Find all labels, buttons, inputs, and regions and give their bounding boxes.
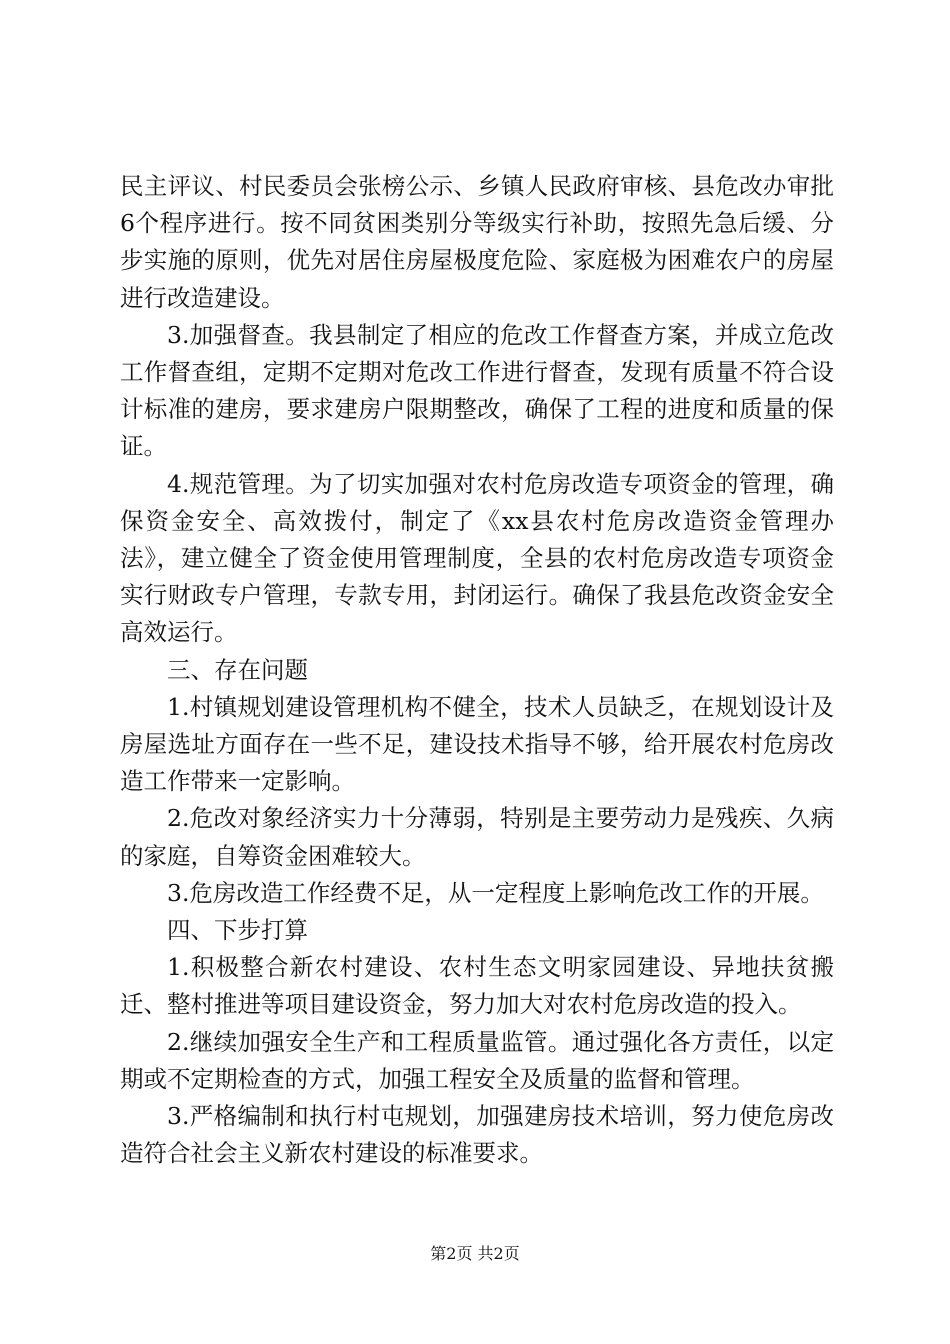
paragraph-continuation: 民主评议、村民委员会张榜公示、乡镇人民政府审核、县危改办审批6个程序进行。按不同贫困类别分等级实行补助，按照先急后缓、分步实施的原则，优先对居住房屋极度危险、家庭极为困难农户的房屋进行改造建设。: [120, 172, 834, 312]
paragraph-supervision: 3.加强督查。我县制定了相应的危改工作督查方案，并成立危改工作督查组，定期不定期对危改工作进行督查，发现有质量不符合设计标准的建房，要求建房户限期整改，确保了工程的进度和质量的保证。: [120, 320, 834, 461]
paragraph-plan-1: 1.积极整合新农村建设、农村生态文明家园建设、异地扶贫搬迁、整村推进等项目建设资金，努力加大对农村危房改造的投入。: [120, 953, 834, 1019]
document-body: [120, 168, 834, 1172]
paragraph-management: 4.规范管理。为了切实加强对农村危房改造专项资金的管理，确保资金安全、高效拨付，制定了《xx县农村危房改造资金管理办法》，建立健全了资金使用管理制度，全县的农村危房改造专项资金实行财政专户管理，专款专用，封闭运行。确保了我县危改资金安全高效运行。: [120, 469, 834, 647]
paragraph-plan-2: 2.继续加强安全生产和工程质量监管。通过强化各方责任，以定期或不定期检查的方式，加强工程安全及质量的监督和管理。: [120, 1027, 834, 1093]
section-heading-next-steps: 四、下步打算: [167, 916, 308, 945]
section-heading-problems: 三、存在问题: [167, 655, 308, 684]
paragraph-plan-3: 3.严格编制和执行村屯规划，加强建房技术培训，努力使危房改造符合社会主义新农村建设的标准要求。: [120, 1102, 834, 1168]
paragraph-problem-3: 3.危房改造工作经费不足，从一定程度上影响危改工作的开展。: [167, 878, 824, 907]
paragraph-problem-2: 2.危改对象经济实力十分薄弱，特别是主要劳动力是残疾、久病的家庭，自筹资金困难较大。: [120, 804, 834, 870]
page-number-footer: 第2页 共2页: [430, 1244, 520, 1263]
paragraph-problem-1: 1.村镇规划建设管理机构不健全，技术人员缺乏，在规划设计及房屋选址方面存在一些不足，建设技术指导不够，给开展农村危房改造工作带来一定影响。: [120, 692, 834, 796]
